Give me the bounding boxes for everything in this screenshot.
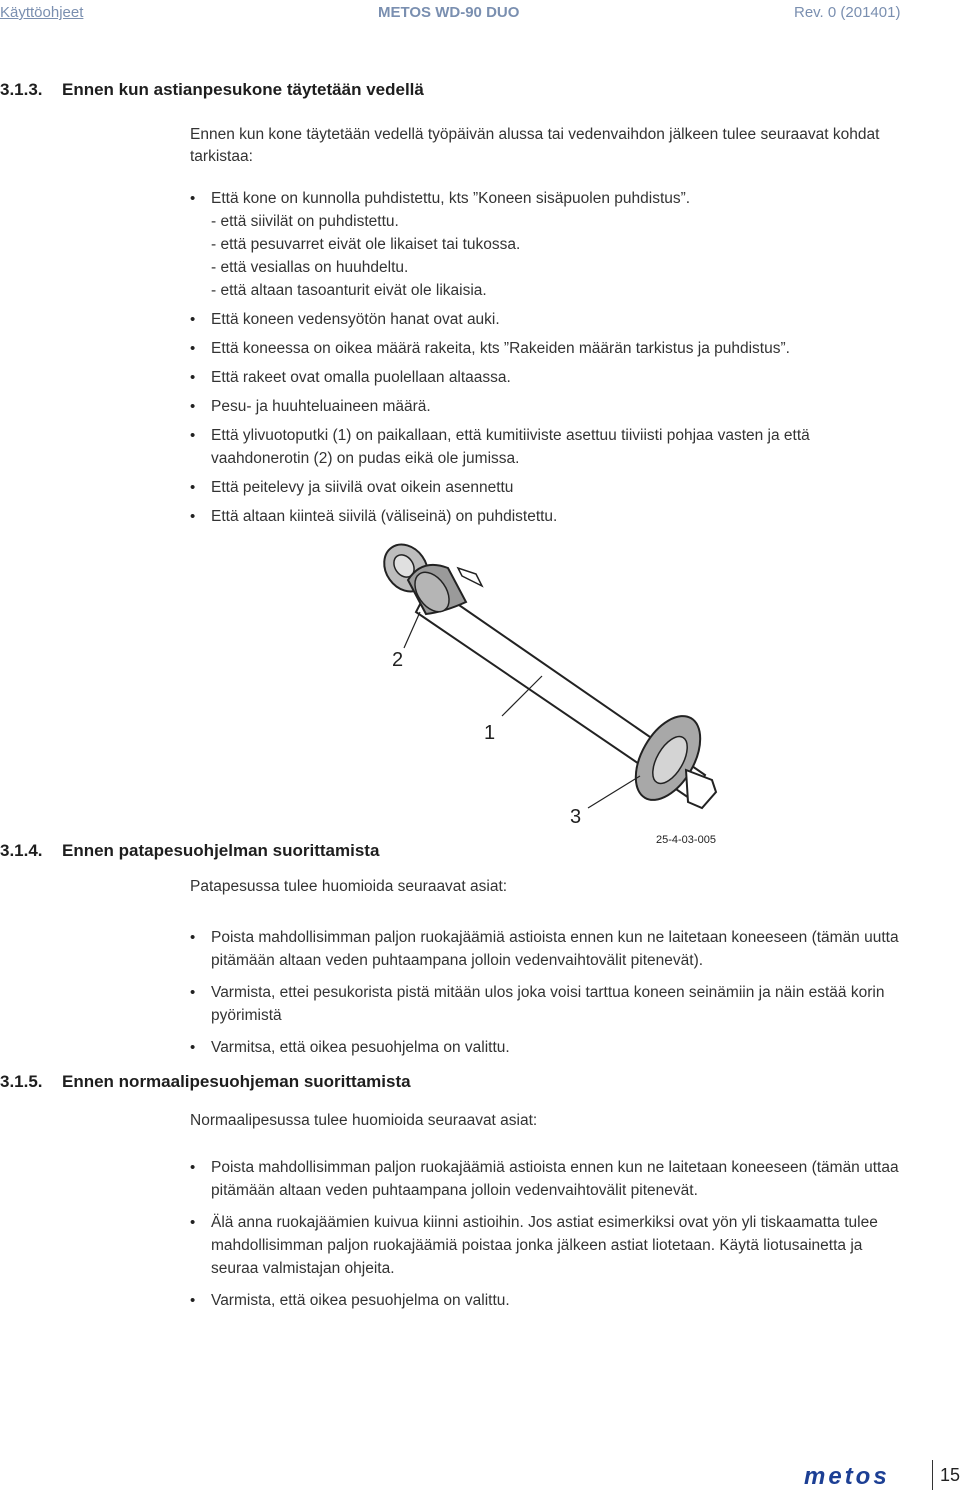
bullet-list-item: • Poista mahdollisimman paljon ruokajäämiä astioista ennen kun ne laitetaan koneeseen (tämän uttaa pitämään altaan veden puhtaampana jolloin vedenvaihtovälit pitenevät. <box>190 1156 900 1202</box>
bullet-list-item: • Varmitsa, että oikea pesuohjelma on valittu. <box>190 1036 900 1059</box>
bullet-list-item: • Että altaan kiinteä siivilä (väliseinä) on puhdistettu. <box>190 505 900 528</box>
overflow-pipe-drawing <box>370 540 740 850</box>
page-number: 15 <box>940 1465 960 1485</box>
header-revision: Rev. 0 (201401) <box>794 4 901 21</box>
sub-list-item: - että vesiallas on huuhdeltu. <box>211 259 409 276</box>
pipe-end <box>686 770 716 808</box>
section-title: Ennen patapesuohjelman suorittamista <box>62 841 380 860</box>
section-315-list <box>190 1156 900 1312</box>
bullet-list-item: • Että rakeet ovat omalla puolellaan altaassa. <box>190 366 900 389</box>
section-314-heading <box>0 841 379 861</box>
section-313-list <box>190 187 900 528</box>
leader-line-3 <box>588 776 640 808</box>
page-header <box>0 4 960 26</box>
overflow-pipe-figure <box>370 540 740 850</box>
section-title: Ennen normaalipesuohjeman suorittamista <box>62 1072 411 1091</box>
bullet-list-item: • Että koneen vedensyötön hanat ovat auki. <box>190 308 900 331</box>
pipe-clip <box>458 568 482 586</box>
section-number: 3.1.5. <box>0 1072 43 1091</box>
sub-list-item: - että altaan tasoanturit eivät ole likaisia. <box>211 282 487 299</box>
bullet-list-item: • Että ylivuotoputki (1) on paikallaan, että kumitiiviste asettuu tiiviisti pohjaa vasten ja että vaahdonerotin (2) on pudas eikä ole jumissa. <box>190 424 900 470</box>
figure-label-1: 1 <box>484 722 496 744</box>
bullet-list-item: • Että peitelevy ja siivilä ovat oikein asennettu <box>190 476 900 499</box>
bullet-list-item: • Että koneessa on oikea määrä rakeita, kts ”Rakeiden määrän tarkistus ja puhdistus”. <box>190 337 900 360</box>
section-313-heading <box>0 80 424 100</box>
figure-code: 25-4-03-005 <box>656 834 716 846</box>
bullet-list-item: • Varmista, ettei pesukorista pistä mitään ulos joka voisi tarttua koneen seinämiin ja näin estää korin pyörimistä <box>190 981 900 1027</box>
section-315-intro: Normaalipesussa tulee huomioida seuraavat asiat: <box>190 1112 538 1129</box>
section-314-list <box>190 926 900 1059</box>
sub-list-item: - että pesuvarret eivät ole likaiset tai tukossa. <box>211 236 521 253</box>
bullet-list-item: • Älä anna ruokajäämien kuivua kiinni astioihin. Jos astiat esimerkiksi ovat yön yli tiskaamatta tulee mahdollisimman paljon ruokajäämiä poistaa jonka jälkeen astiat liotetaan. Käytä liotusainetta ja seuraa valmistajan ohjeita. <box>190 1211 900 1280</box>
metos-logo-mark <box>804 1466 922 1488</box>
bullet-list-item: • Varmista, että oikea pesuohjelma on valittu. <box>190 1289 900 1312</box>
sub-list-item: - että siivilät on puhdistettu. <box>211 213 399 230</box>
section-315-heading <box>0 1072 411 1092</box>
header-model: METOS WD-90 DUO <box>378 4 520 21</box>
section-number: 3.1.4. <box>0 841 43 860</box>
metos-logo <box>804 1466 922 1493</box>
logo-wordmark: metos <box>804 1466 890 1488</box>
bullet-list-item: • Poista mahdollisimman paljon ruokajäämiä astioista ennen kun ne laitetaan koneeseen (tämän uutta pitämään altaan veden puhtaampana jolloin vedenvaihtovälit pitenevät). <box>190 926 900 972</box>
section-314-intro: Patapesussa tulee huomioida seuraavat asiat: <box>190 878 508 895</box>
section-number: 3.1.3. <box>0 80 43 99</box>
bullet-list-item: • Että kone on kunnolla puhdistettu, kts ”Koneen sisäpuolen puhdistus”. <box>190 187 900 210</box>
header-doc-type: Käyttöohjeet <box>0 4 84 21</box>
footer-divider <box>932 1460 933 1490</box>
figure-label-3: 3 <box>570 806 582 828</box>
section-title: Ennen kun astianpesukone täytetään vedellä <box>62 80 424 99</box>
figure-label-2: 2 <box>392 649 404 671</box>
leader-line-2 <box>404 612 420 648</box>
bullet-list-item: • Pesu- ja huuhteluaineen määrä. <box>190 395 900 418</box>
section-313-intro: Ennen kun kone täytetään vedellä työpäivän alussa tai vedenvaihdon jälkeen tulee seuraavat kohdat tarkistaa: <box>190 126 880 165</box>
